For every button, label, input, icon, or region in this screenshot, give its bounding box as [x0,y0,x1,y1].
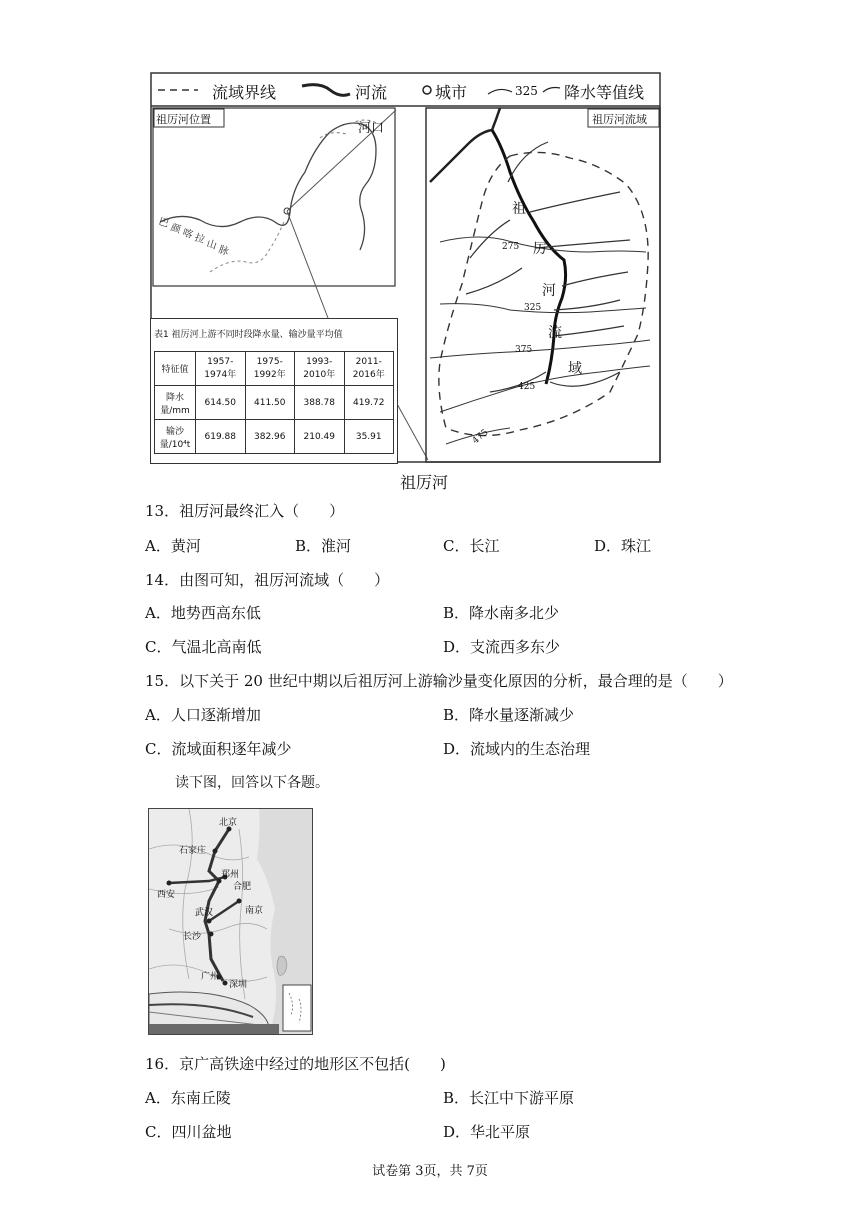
city-label-guangzhou: 广州 [201,972,220,982]
isoline-label-325: 325 [524,303,542,313]
table-cell: 382.96 [245,420,295,454]
question-16: 16．京广高铁途中经过的地形区不包括( ) [145,1055,446,1073]
south-china-sea-inset [283,985,311,1031]
legend-isoline-sample: 325 [515,84,538,98]
isoline-325 [440,304,646,313]
basin-char-5: 域 [568,361,582,377]
svg-text:颜: 颜 [169,222,182,236]
city-label-hefei: 合肥 [233,882,252,892]
q14-option-c[interactable]: C．气温北高南低 [145,638,262,656]
svg-text:脉: 脉 [217,244,230,258]
q13-option-b[interactable]: B．淮河 [295,537,352,555]
q16-option-c[interactable]: C．四川盆地 [145,1123,232,1141]
question-15: 15．以下关于 20 世纪中期以后祖厉河上游输沙量变化原因的分析，最合理的是（ ） [145,672,733,690]
city-label-wuhan: 武汉 [195,908,214,918]
city-label-xian: 西安 [157,890,176,900]
figure-zuli-river [150,72,662,492]
q14-option-d[interactable]: D．支流西多东少 [443,638,561,656]
city-label-nanjing: 南京 [245,906,264,916]
q13-option-c[interactable]: C．长江 [443,537,500,555]
question-14: 14．由图可知，祖厉河流域（ ） [145,571,390,589]
figure1-caption: 祖厉河 [400,473,449,492]
isoline-label-275: 275 [502,242,520,252]
q13-option-d[interactable]: D．珠江 [594,537,652,555]
location-panel-title: 祖厉河位置 [156,113,211,126]
table-header-cell: 1975-1992年 [245,352,295,386]
table-header-cell: 特征值 [155,352,196,386]
legend-city-label: 城市 [435,83,468,102]
basin-char-1: 祖 [512,201,526,217]
table-cell: 210.49 [295,420,345,454]
svg-text:拉: 拉 [193,232,206,246]
isoline-label-475: 475 [470,427,491,447]
q15-option-b[interactable]: B．降水量逐渐减少 [443,706,575,724]
q14-option-b[interactable]: B．降水南多北少 [443,604,560,622]
legend-boundary-label: 流域界线 [212,83,277,102]
table-row-label: 降水量/mm [155,386,196,420]
city-label-changsha: 长沙 [183,932,202,942]
q16-option-b[interactable]: B．长江中下游平原 [443,1089,575,1107]
page-footer: 试卷第 3页，共 7页 [372,1164,488,1179]
estuary-label: 河口 [358,121,385,136]
basin-char-4: 流 [548,325,562,341]
q15-option-d[interactable]: D．流域内的生态治理 [443,740,591,758]
table-row-label: 输沙量/10⁴t [155,420,196,454]
table-cell: 419.72 [344,386,394,420]
rail-map-svg [149,809,312,1034]
city-label-beijing: 北京 [219,818,238,828]
table-header-cell: 2011-2016年 [344,352,394,386]
question-13: 13．祖厉河最终汇入（ ） [145,502,345,520]
city-label-shenzhen: 深圳 [229,980,248,990]
basin-char-2: 厉 [533,241,547,257]
basin-panel-title: 祖厉河流域 [592,113,647,126]
isoline-label-375: 375 [515,345,533,355]
basin-char-3: 河 [542,283,556,299]
city-label-shijiazhuang: 石家庄 [179,846,207,856]
data-table [154,351,394,454]
svg-text:巴: 巴 [157,216,170,230]
q16-option-d[interactable]: D．华北平原 [443,1123,531,1141]
table-cell: 619.88 [196,420,246,454]
q15-option-a[interactable]: A．人口逐渐增加 [145,706,261,724]
legend-river-label: 河流 [355,83,388,102]
data-table-box [150,318,398,464]
river-legend-symbol [302,85,350,96]
table-cell: 388.78 [295,386,345,420]
legend-isoline-label: 降水等值线 [564,83,645,102]
q15-option-c[interactable]: C．流域面积逐年减少 [145,740,292,758]
reading-instruction: 读下图，回答以下各题。 [175,775,329,791]
city-label-zhengzhou: 郑州 [221,870,240,880]
svg-text:喀: 喀 [181,227,194,241]
mountain-range-label [157,215,230,258]
table-cell: 411.50 [245,386,295,420]
table-header-cell: 1957-1974年 [196,352,246,386]
table-cell: 35.91 [344,420,394,454]
isoline-label-425: 425 [518,382,536,392]
table-header-cell: 1993-2010年 [295,352,345,386]
q14-option-a[interactable]: A．地势西高东低 [145,604,261,622]
table-caption: 表1 祖厉河上游不同时段降水量、输沙量平均值 [154,330,343,340]
q13-option-a[interactable]: A．黄河 [145,537,201,555]
city-legend-symbol [423,86,431,94]
svg-text:山: 山 [205,238,218,252]
figure-rail-map [148,808,313,1035]
q16-option-a[interactable]: A．东南丘陵 [145,1089,231,1107]
table-cell: 614.50 [196,386,246,420]
isoline-375 [430,340,650,358]
isoline-legend-symbol [488,89,512,94]
